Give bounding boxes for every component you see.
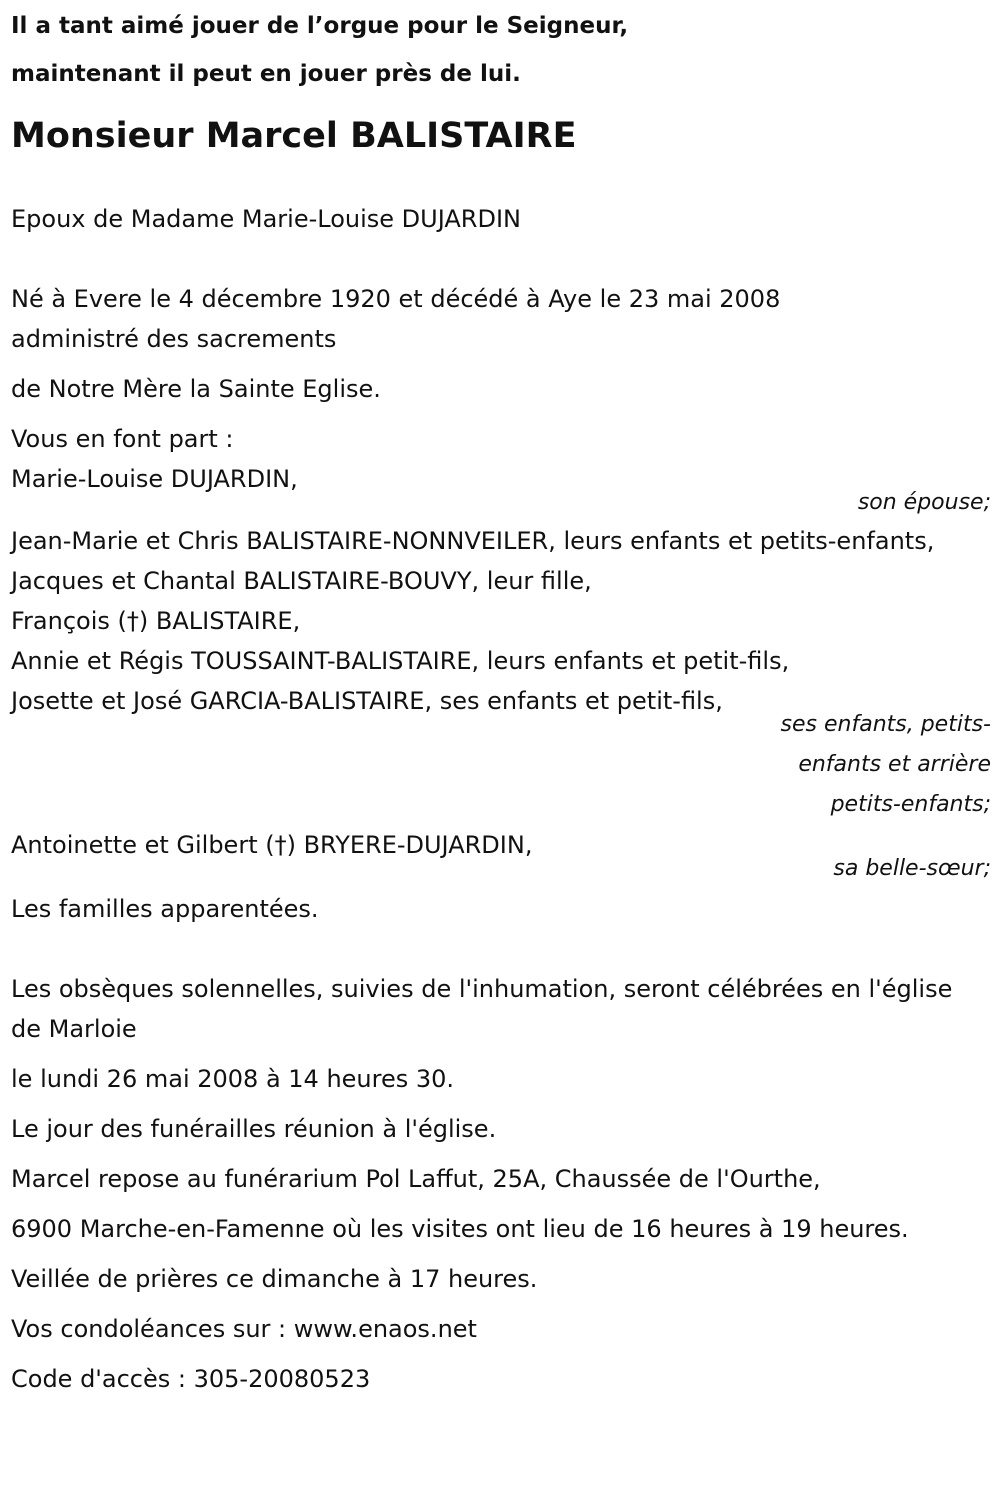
prayer-vigil: Veillée de prières ce dimanche à 17 heures. [11, 1265, 538, 1293]
access-code: Code d'accès : 305-20080523 [11, 1365, 371, 1393]
child-entry-4: Annie et Régis TOUSSAINT-BALISTAIRE, leurs enfants et petit-fils, [11, 647, 790, 675]
child-entry-5: Josette et José GARCIA-BALISTAIRE, ses enfants et petit-fils, [11, 687, 723, 715]
spouse-role: son épouse; [857, 490, 991, 515]
relatives-line: Les familles apparentées. [11, 895, 319, 923]
funeral-date: le lundi 26 mai 2008 à 14 heures 30. [11, 1065, 455, 1093]
spouse-name: Marie-Louise DUJARDIN, [11, 465, 298, 493]
funeral-ceremony: Les obsèques solennelles, suivies de l'inhumation, seront célébrées en l'église de Marloie [11, 975, 953, 1043]
children-list [11, 521, 991, 721]
sister-in-law-name: Antoinette et Gilbert (†) BRYERE-DUJARDIN, [11, 831, 533, 859]
epigraph [11, 2, 991, 98]
children-role-line-2: enfants et arrière [798, 752, 991, 777]
children-role-line-1: ses enfants, petits- [780, 712, 991, 737]
child-entry-3: François (†) BALISTAIRE, [11, 607, 301, 635]
obituary-page [11, 0, 991, 1399]
visiting-hours: 6900 Marche-en-Famenne où les visites ont lieu de 16 heures à 19 heures. [11, 1215, 909, 1243]
deceased-name: Monsieur Marcel BALISTAIRE [11, 116, 577, 156]
child-entry-1: Jean-Marie et Chris BALISTAIRE-NONNVEILER, leurs enfants et petits-enfants, [11, 527, 935, 555]
birth-death-text: Né à Evere le 4 décembre 1920 et décédé à Aye le 23 mai 2008 [11, 285, 781, 313]
funeral-home: Marcel repose au funérarium Pol Laffut, 25A, Chaussée de l'Ourthe, [11, 1165, 821, 1193]
sister-in-law-role: sa belle-sœur; [833, 856, 991, 881]
funeral-meeting: Le jour des funérailles réunion à l'église. [11, 1115, 497, 1143]
church-line: de Notre Mère la Sainte Eglise. [11, 375, 381, 403]
spouse-line: Epoux de Madame Marie-Louise DUJARDIN [11, 205, 521, 233]
epigraph-line-1: Il a tant aimé jouer de l’orgue pour le Seigneur, [11, 13, 629, 39]
sacraments-text: administré des sacrements [11, 325, 337, 353]
announcement-intro: Vous en font part : [11, 425, 234, 453]
epigraph-line-2: maintenant il peut en jouer près de lui. [11, 61, 521, 87]
children-role-line-3: petits-enfants; [830, 792, 991, 817]
child-entry-2: Jacques et Chantal BALISTAIRE-BOUVY, leur fille, [11, 567, 592, 595]
birth-death-line [11, 279, 991, 359]
condolences-website: Vos condoléances sur : www.enaos.net [11, 1315, 477, 1343]
children-role [11, 705, 991, 825]
